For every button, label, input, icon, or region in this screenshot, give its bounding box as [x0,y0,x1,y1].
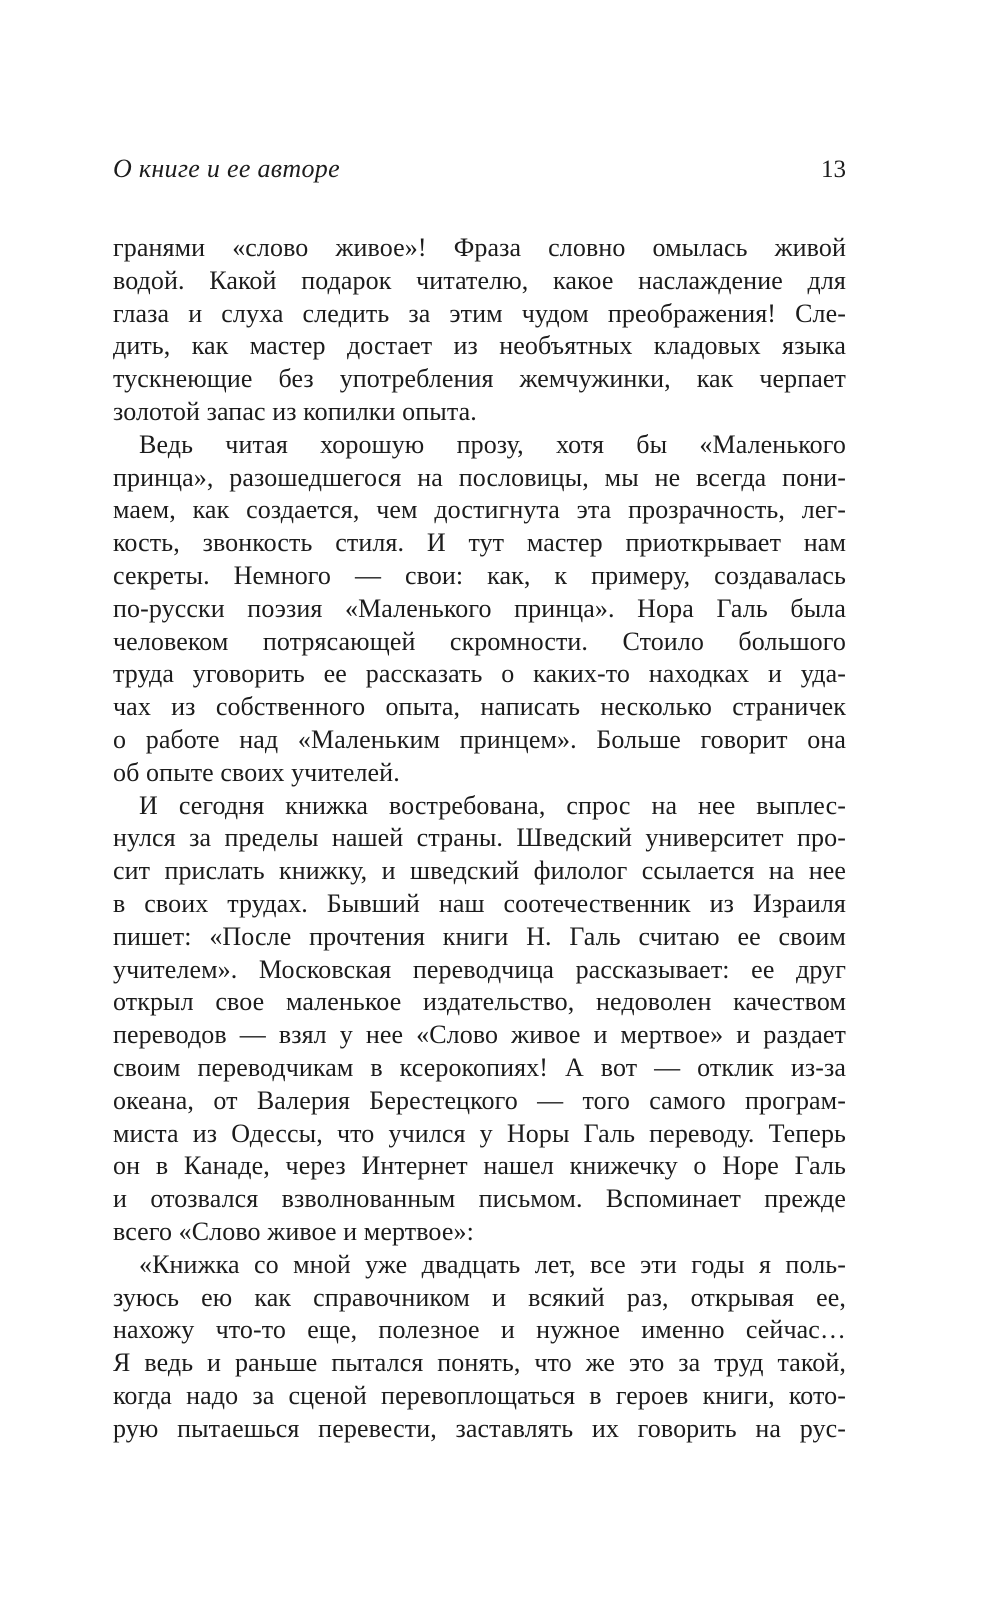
text-line: учителем». Московская переводчица рассказывает: ее друг [113,954,846,984]
text-line: И сегодня книжка востребована, спрос на нее выплес- [139,790,846,820]
text-line: чах из собственного опыта, написать несколько страничек [113,692,846,722]
text-line: открыл свое маленькое издательство, недоволен качеством [113,987,846,1017]
text-line: зуюсь ею как справочником и всякий раз, открывая ее, [113,1282,846,1312]
text-line: своим переводчикам в ксерокопиях! А вот — отклик из-за [113,1052,846,1082]
text-line: секреты. Немного — свои: как, к примеру, создавалась [113,560,846,590]
running-header [113,154,846,185]
text-line: переводов — взял у нее «Слово живое и мертвое» и раздает [113,1020,846,1050]
paragraph [113,429,846,790]
text-line: гранями «слово живое»! Фраза словно омылась живой [113,233,846,262]
text-line: маем, как создается, чем достигнута эта прозрачность, лег- [113,495,846,525]
running-title: О книге и ее авторе [113,154,340,183]
text-line: Я ведь и раньше пытался понять, что же это за труд такой, [113,1348,846,1378]
text-line: в своих трудах. Бывший наш соотечественник из Израиля [113,888,846,918]
text-line: миста из Одессы, что учился у Норы Галь переводу. Теперь [113,1118,846,1148]
text-line: когда надо за сценой перевоплощаться в героев книги, кото- [113,1380,846,1410]
paragraph [113,790,846,1249]
text-line: «Книжка со мной уже двадцать лет, все эти годы я поль- [139,1249,846,1279]
page-body [113,232,846,1445]
text-line: глаза и слуха следить за этим чудом преображения! Сле- [113,298,846,328]
paragraph [113,232,846,429]
text-line: сит прислать книжку, и шведский филолог ссылается на нее [113,856,846,886]
text-line: рую пытаешься перевести, заставлять их говорить на рус- [113,1413,846,1443]
text-line: водой. Какой подарок читателю, какое наслаждение для [113,265,846,295]
text-line: золотой запас из копилки опыта. [113,396,477,426]
text-line: труда уговорить ее рассказать о каких-то находках и уда- [113,659,846,689]
text-line: океана, от Валерия Берестецкого — того самого програм- [113,1085,846,1115]
text-line: о работе над «Маленьким принцем». Больше говорит она [113,724,846,754]
text-line: об опыте своих учителей. [113,757,400,787]
paragraph [113,1249,846,1446]
text-line: Ведь читая хорошую прозу, хотя бы «Маленького [139,429,846,459]
text-line: по-русски поэзия «Маленького принца». Нора Галь была [113,593,846,623]
text-line: человеком потрясающей скромности. Стоило большого [113,626,846,656]
page-number: 13 [821,156,846,183]
text-line: пишет: «После прочтения книги Н. Галь считаю ее своим [113,921,846,951]
text-line: нулся за пределы нашей страны. Шведский университет про- [113,823,846,853]
text-line: и отозвался взволнованным письмом. Вспоминает прежде [113,1184,846,1214]
text-line: нахожу что-то еще, полезное и нужное именно сейчас… [113,1315,846,1345]
text-line: дить, как мастер достает из необъятных кладовых языка [113,331,846,361]
text-line: принца», разошедшегося на пословицы, мы не всегда пони- [113,462,846,492]
text-line: он в Канаде, через Интернет нашел книжечку о Норе Галь [113,1151,846,1181]
text-line: тускнеющие без употребления жемчужинки, как черпает [113,364,846,394]
text-line: всего «Слово живое и мертвое»: [113,1216,474,1246]
text-line: кость, звонкость стиля. И тут мастер приоткрывает нам [113,528,846,558]
